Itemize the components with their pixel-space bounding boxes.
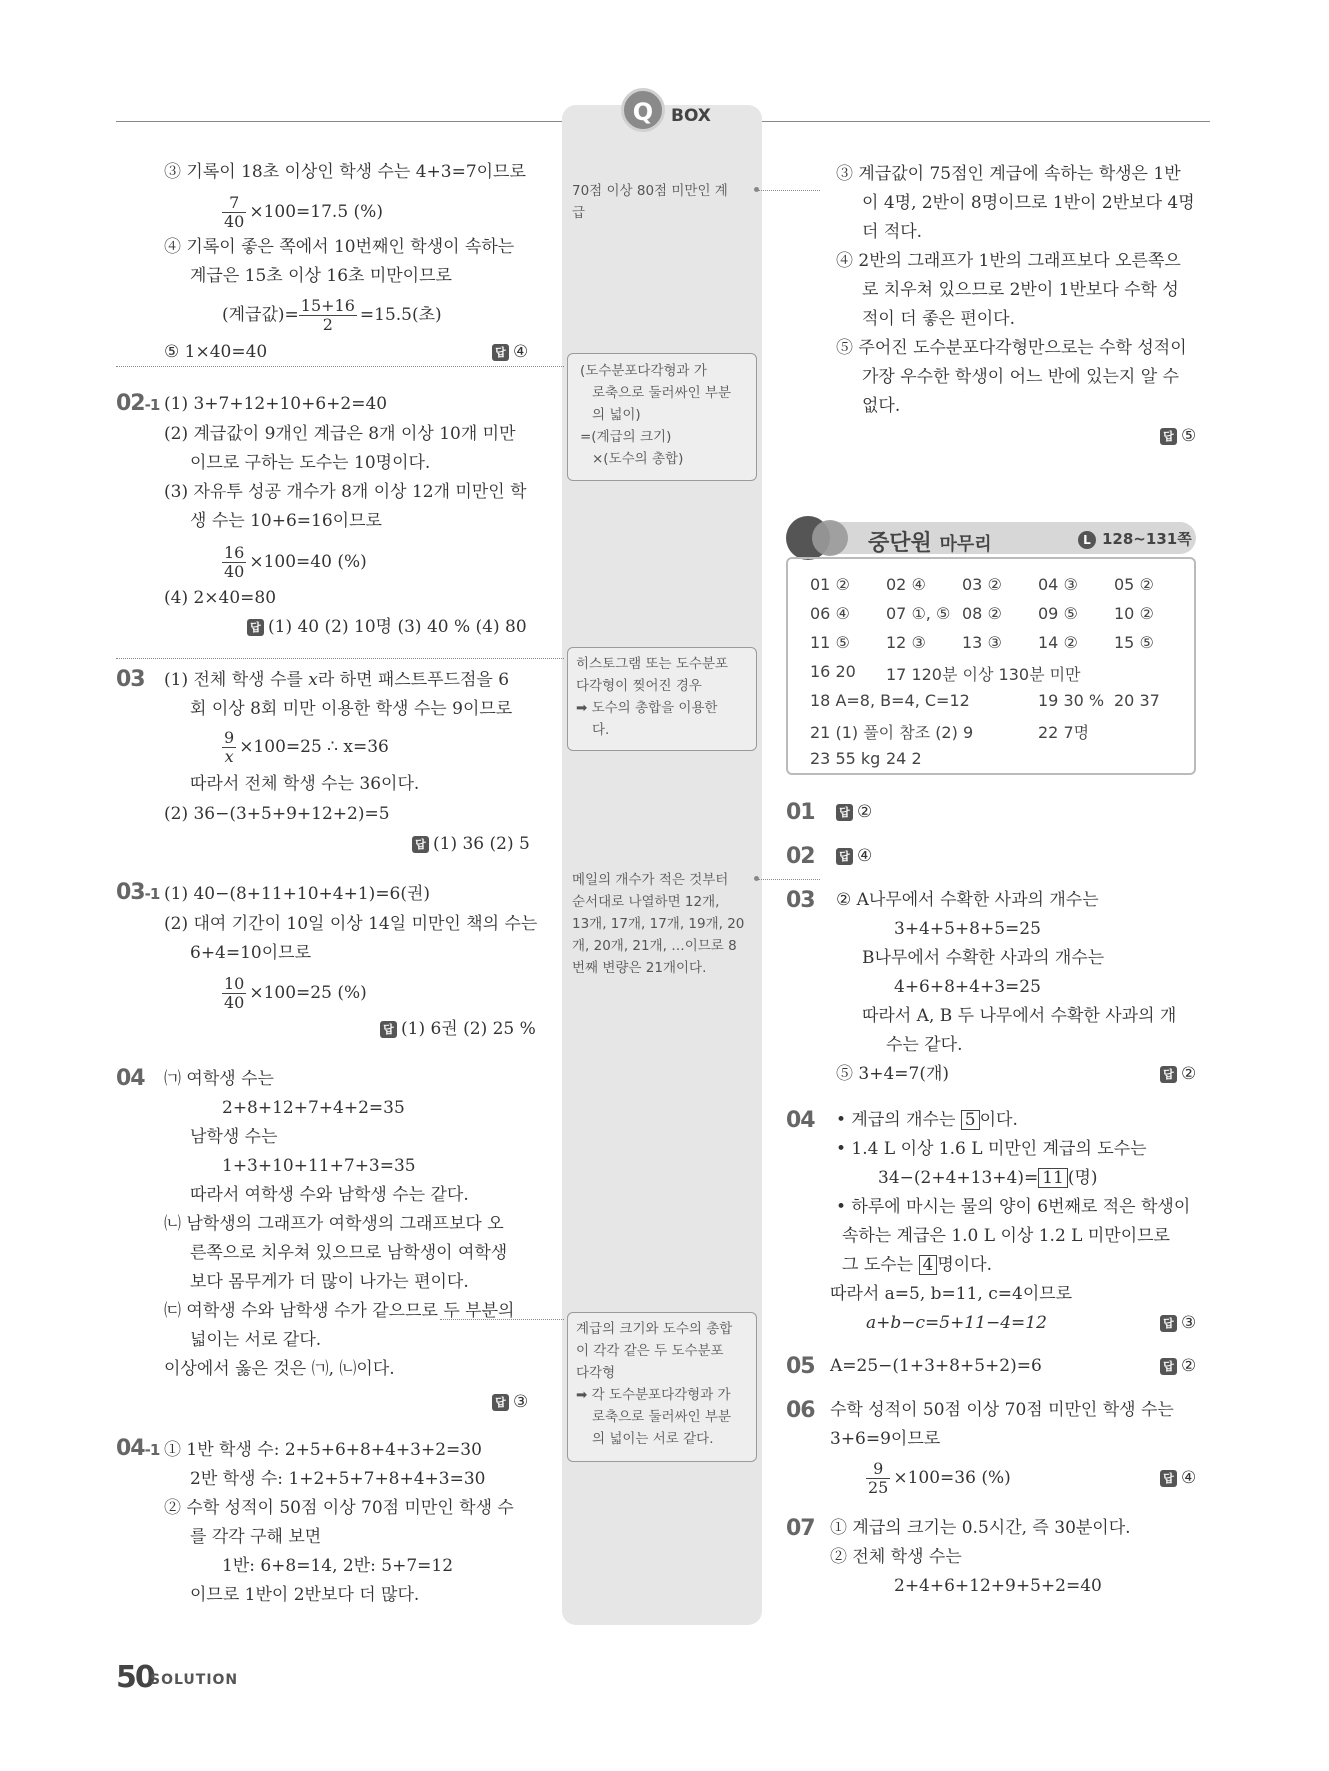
line: 른쪽으로 치우쳐 있으므로 남학생이 여학생 bbox=[190, 1243, 508, 1263]
answer-icon: 답 bbox=[492, 344, 509, 361]
line: 회 이상 8회 미만 이용한 학생 수는 9이므로 bbox=[190, 699, 513, 719]
answer-cell: 22 7명 bbox=[1038, 723, 1090, 742]
note-4: 메일의 개수가 적은 것부터 순서대로 나열하면 12개, 13개, 17개, 17개, 19개, 20 개, 20개, 21개, …이므로 8 번째 변량은 21개이다. bbox=[572, 872, 745, 976]
answer-mark: 답 ④ bbox=[836, 846, 872, 866]
line: 가장 우수한 학생이 어느 반에 있는지 알 수 bbox=[862, 367, 1180, 387]
line: (4) 2×40=80 bbox=[164, 588, 277, 608]
answer-cell: 05 ② bbox=[1114, 575, 1154, 594]
line: 수는 같다. bbox=[886, 1035, 963, 1055]
dotted-leader bbox=[440, 1319, 564, 1320]
line: 그 도수는 4 명이다. bbox=[842, 1255, 992, 1275]
problem-number: 05 bbox=[786, 1354, 815, 1379]
fraction: $\frac{9}{25}$ bbox=[868, 1459, 889, 1497]
line: 를 각각 구해 보면 bbox=[190, 1527, 322, 1547]
answer-icon: 답 bbox=[1160, 1358, 1177, 1375]
answer-mark: 답 ④ bbox=[1160, 1468, 1196, 1488]
problem-number: 03-1 bbox=[116, 880, 160, 905]
answer-cell: 21 (1) 풀이 참조 (2) 9 bbox=[810, 723, 974, 742]
line: ① 계급의 크기는 0.5시간, 즉 30분이다. bbox=[830, 1518, 1131, 1538]
line: 이 4명, 2반이 8명이므로 1반이 2반보다 4명 bbox=[862, 193, 1195, 213]
line: ① 1반 학생 수: 2+5+6+8+4+3+2=30 bbox=[164, 1440, 482, 1460]
line: A=25−(1+3+8+5+2)=6 bbox=[830, 1356, 1042, 1376]
line: ② 전체 학생 수는 bbox=[830, 1547, 962, 1567]
answer-mark: 답 ② bbox=[1160, 1356, 1196, 1376]
fraction: $\frac{10}{40}$ bbox=[224, 974, 245, 1012]
answer-icon: 답 bbox=[836, 804, 853, 821]
answer-icon: 답 bbox=[380, 1021, 397, 1038]
line: ④ 2반의 그래프가 1반의 그래프보다 오른쪽으 bbox=[836, 251, 1181, 271]
line: (2) 36−(3+5+9+12+2)=5 bbox=[164, 804, 390, 824]
q-icon: Q bbox=[621, 88, 665, 132]
dotted-leader bbox=[116, 366, 564, 367]
line: 남학생 수는 bbox=[190, 1127, 278, 1147]
answer-icon: 답 bbox=[412, 836, 429, 853]
answer-cell: 14 ② bbox=[1038, 633, 1078, 652]
answer-mark: 답 ③ bbox=[1160, 1313, 1196, 1333]
answer-mark: 답 (1) 40 (2) 10명 (3) 40 % (4) 80 bbox=[247, 617, 527, 637]
section-title: 중단원 마무리 bbox=[868, 531, 992, 556]
section-header bbox=[786, 516, 1196, 558]
line: • 1.4 L 이상 1.6 L 미만인 계급의 도수는 bbox=[836, 1139, 1147, 1159]
answer-cell: 19 30 % bbox=[1038, 691, 1105, 710]
line: 1+3+10+11+7+3=35 bbox=[222, 1156, 416, 1176]
line: 계급은 15초 이상 16초 미만이므로 bbox=[190, 266, 452, 286]
line: 이므로 1반이 2반보다 더 많다. bbox=[190, 1585, 420, 1605]
line: 더 적다. bbox=[862, 222, 923, 242]
line: 따라서 전체 학생 수는 36이다. bbox=[190, 774, 420, 794]
line: ③ 계급값이 75점인 계급에 속하는 학생은 1반 bbox=[836, 164, 1181, 184]
math-line: (계급값)= $\frac{15+16}{2}$ =15.5(초) bbox=[222, 296, 442, 334]
line: ㈁ 남학생의 그래프가 여학생의 그래프보다 오 bbox=[164, 1214, 504, 1234]
line: 2+4+6+12+9+5+2=40 bbox=[894, 1576, 1102, 1596]
dotted-leader bbox=[116, 658, 564, 659]
fraction: $\frac{15+16}{2}$ bbox=[300, 296, 355, 334]
answer-cell: 10 ② bbox=[1114, 604, 1154, 623]
dotted-leader bbox=[758, 190, 820, 191]
line: ② A나무에서 수확한 사과의 개수는 bbox=[836, 890, 1099, 910]
answer-cell: 13 ③ bbox=[962, 633, 1002, 652]
line: ③ 기록이 18초 이상인 학생 수는 4+3=7이므로 bbox=[164, 162, 526, 182]
problem-number: 01 bbox=[786, 800, 815, 825]
answer-cell: 23 55 kg bbox=[810, 749, 881, 768]
line: 이상에서 옳은 것은 ㈀, ㈁이다. bbox=[164, 1359, 395, 1379]
page-number: 50 bbox=[116, 1660, 154, 1695]
answer-cell: 16 20 bbox=[810, 662, 856, 681]
problem-number: 04 bbox=[116, 1066, 145, 1091]
answer-mark: 답 ② bbox=[836, 802, 872, 822]
answer-mark: 답 ④ bbox=[492, 342, 528, 362]
problem-number: 06 bbox=[786, 1398, 815, 1423]
answer-mark: 답 ⑤ bbox=[1160, 426, 1196, 446]
line: 속하는 계급은 1.0 L 이상 1.2 L 미만이므로 bbox=[842, 1226, 1170, 1246]
line: 보다 몸무게가 더 많이 나가는 편이다. bbox=[190, 1272, 469, 1292]
answer-cell: 12 ③ bbox=[886, 633, 926, 652]
answer-icon: 답 bbox=[1160, 1470, 1177, 1487]
math-line: $\frac{7}{40}$ ×100=17.5 (%) bbox=[224, 193, 383, 231]
line: ④ 기록이 좋은 쪽에서 10번째인 학생이 속하는 bbox=[164, 237, 515, 257]
answer-cell: 04 ③ bbox=[1038, 575, 1078, 594]
line: ⑤ 3+4=7(개) bbox=[836, 1064, 950, 1084]
line: 로 치우쳐 있으므로 2반이 1반보다 수학 성 bbox=[862, 280, 1179, 300]
answer-cell: 18 A=8, B=4, C=12 bbox=[810, 691, 970, 710]
line: ㈀ 여학생 수는 bbox=[164, 1069, 274, 1089]
answer-icon: 답 bbox=[492, 1394, 509, 1411]
problem-number: 02-1 bbox=[116, 391, 160, 416]
section-pages: L 128~131쪽 bbox=[1078, 528, 1192, 549]
footer-label: SOLUTION bbox=[150, 1672, 239, 1688]
math-line: $\frac{10}{40}$ ×100=25 (%) bbox=[224, 974, 367, 1012]
answer-cell: 03 ② bbox=[962, 575, 1002, 594]
note-3: 히스토그램 또는 도수분포 다각형이 찢어진 경우 ➡ 도수의 총합을 이용한 다. bbox=[576, 656, 729, 738]
line: ⑤ 주어진 도수분포다각형만으로는 수학 성적이 bbox=[836, 338, 1187, 358]
fraction: $\frac{9}{x}$ bbox=[224, 728, 235, 766]
answer-mark: 답 ② bbox=[1160, 1064, 1196, 1084]
math-line: $\frac{16}{40}$ ×100=40 (%) bbox=[224, 543, 367, 581]
answer-cell: 06 ④ bbox=[810, 604, 850, 623]
answer-cell: 15 ⑤ bbox=[1114, 633, 1154, 652]
line: 4+6+8+4+3=25 bbox=[894, 977, 1041, 997]
line: (3) 자유투 성공 개수가 8개 이상 12개 미만인 학 bbox=[164, 482, 527, 502]
answer-cell: 08 ② bbox=[962, 604, 1002, 623]
answer-cell: 20 37 bbox=[1114, 691, 1160, 710]
answer-mark: 답 (1) 6권 (2) 25 % bbox=[380, 1019, 536, 1039]
problem-number: 03 bbox=[116, 667, 145, 692]
line: (1) 전체 학생 수를 x라 하면 패스트푸드점을 6 bbox=[164, 670, 510, 690]
answer-cell: 07 ①, ⑤ bbox=[886, 604, 951, 623]
line: 2+8+12+7+4+2=35 bbox=[222, 1098, 405, 1118]
line: ㈂ 여학생 수와 남학생 수가 같으므로 두 부분의 bbox=[164, 1301, 515, 1321]
problem-number: 04-1 bbox=[116, 1436, 160, 1461]
lesson-icon: L bbox=[1078, 531, 1096, 549]
problem-number: 02 bbox=[786, 844, 815, 869]
math-line: $\frac{9}{x}$ ×100=25 ∴ x=36 bbox=[224, 728, 389, 766]
note-2: (도수분포다각형과 가 로축으로 둘러싸인 부분 의 넓이) =(계급의 크기) ×(도수의 총합) bbox=[580, 363, 731, 467]
fraction: $\frac{16}{40}$ bbox=[224, 543, 245, 581]
line: 따라서 여학생 수와 남학생 수는 같다. bbox=[190, 1185, 469, 1205]
line: a+b−c=5+11−4=12 bbox=[866, 1313, 1047, 1333]
answer-icon: 답 bbox=[836, 848, 853, 865]
line: 없다. bbox=[862, 396, 901, 416]
answer-cell: 02 ④ bbox=[886, 575, 926, 594]
dotted-leader bbox=[758, 879, 820, 880]
answer-cell: 11 ⑤ bbox=[810, 633, 850, 652]
answer-cell: 09 ⑤ bbox=[1038, 604, 1078, 623]
note-1: 70점 이상 80점 미만인 계 급 bbox=[572, 183, 728, 221]
line: 6+4=10이므로 bbox=[190, 943, 312, 963]
answer-cell: 17 120분 이상 130분 미만 bbox=[886, 665, 1081, 684]
answer-cell: 01 ② bbox=[810, 575, 850, 594]
line: 넓이는 서로 같다. bbox=[190, 1330, 322, 1350]
line: 수학 성적이 50점 이상 70점 미만인 학생 수는 bbox=[830, 1400, 1174, 1420]
math-line: $\frac{9}{25}$ ×100=36 (%) bbox=[868, 1459, 1011, 1497]
line: (1) 40−(8+11+10+4+1)=6(권) bbox=[164, 884, 431, 904]
line: 3+6=9이므로 bbox=[830, 1429, 941, 1449]
problem-number: 03 bbox=[786, 888, 815, 913]
line: 따라서 A, B 두 나무에서 수확한 사과의 개 bbox=[862, 1006, 1177, 1026]
line: (1) 3+7+12+10+6+2=40 bbox=[164, 394, 388, 414]
line: ⑤ 1×40=40 bbox=[164, 342, 268, 362]
line: • 하루에 마시는 물의 양이 6번째로 적은 학생이 bbox=[836, 1197, 1191, 1217]
answer-icon: 답 bbox=[1160, 1315, 1177, 1332]
line: B나무에서 수확한 사과의 개수는 bbox=[862, 948, 1105, 968]
answer-icon: 답 bbox=[1160, 1066, 1177, 1083]
line: ② 수학 성적이 50점 이상 70점 미만인 학생 수 bbox=[164, 1498, 514, 1518]
problem-number: 07 bbox=[786, 1516, 815, 1541]
answer-mark: 답 ③ bbox=[492, 1392, 528, 1412]
line: 생 수는 10+6=16이므로 bbox=[190, 511, 382, 531]
line: 3+4+5+8+5=25 bbox=[894, 919, 1041, 939]
line: (2) 대여 기간이 10일 이상 14일 미만인 책의 수는 bbox=[164, 914, 538, 934]
fraction: $\frac{7}{40}$ bbox=[224, 193, 245, 231]
line: (2) 계급값이 9개인 계급은 8개 이상 10개 미만 bbox=[164, 424, 516, 444]
circle-decoration-icon bbox=[812, 520, 848, 556]
note-5: 계급의 크기와 도수의 총합 이 각각 같은 두 도수분포 다각형 ➡ 각 도수분포다각형과 가 로축으로 둘러싸인 부분 의 넓이는 서로 같다. bbox=[576, 1321, 733, 1447]
problem-number: 04 bbox=[786, 1108, 815, 1133]
answer-mark: 답 (1) 36 (2) 5 bbox=[412, 834, 530, 854]
answer-icon: 답 bbox=[1160, 428, 1177, 445]
leader-dot bbox=[754, 876, 759, 881]
line: 적이 더 좋은 편이다. bbox=[862, 309, 1015, 329]
line: • 계급의 개수는 5 이다. bbox=[836, 1110, 1018, 1130]
box-label: BOX bbox=[671, 106, 711, 126]
leader-dot bbox=[754, 187, 759, 192]
line: 이므로 구하는 도수는 10명이다. bbox=[190, 453, 431, 473]
line: 34−(2+4+13+4)= 11 (명) bbox=[878, 1168, 1098, 1188]
answer-cell: 24 2 bbox=[886, 749, 922, 768]
answer-icon: 답 bbox=[247, 619, 264, 636]
line: 따라서 a=5, b=11, c=4이므로 bbox=[830, 1284, 1073, 1304]
line: 1반: 6+8=14, 2반: 5+7=12 bbox=[222, 1556, 454, 1576]
line: 2반 학생 수: 1+2+5+7+8+4+3=30 bbox=[190, 1469, 486, 1489]
